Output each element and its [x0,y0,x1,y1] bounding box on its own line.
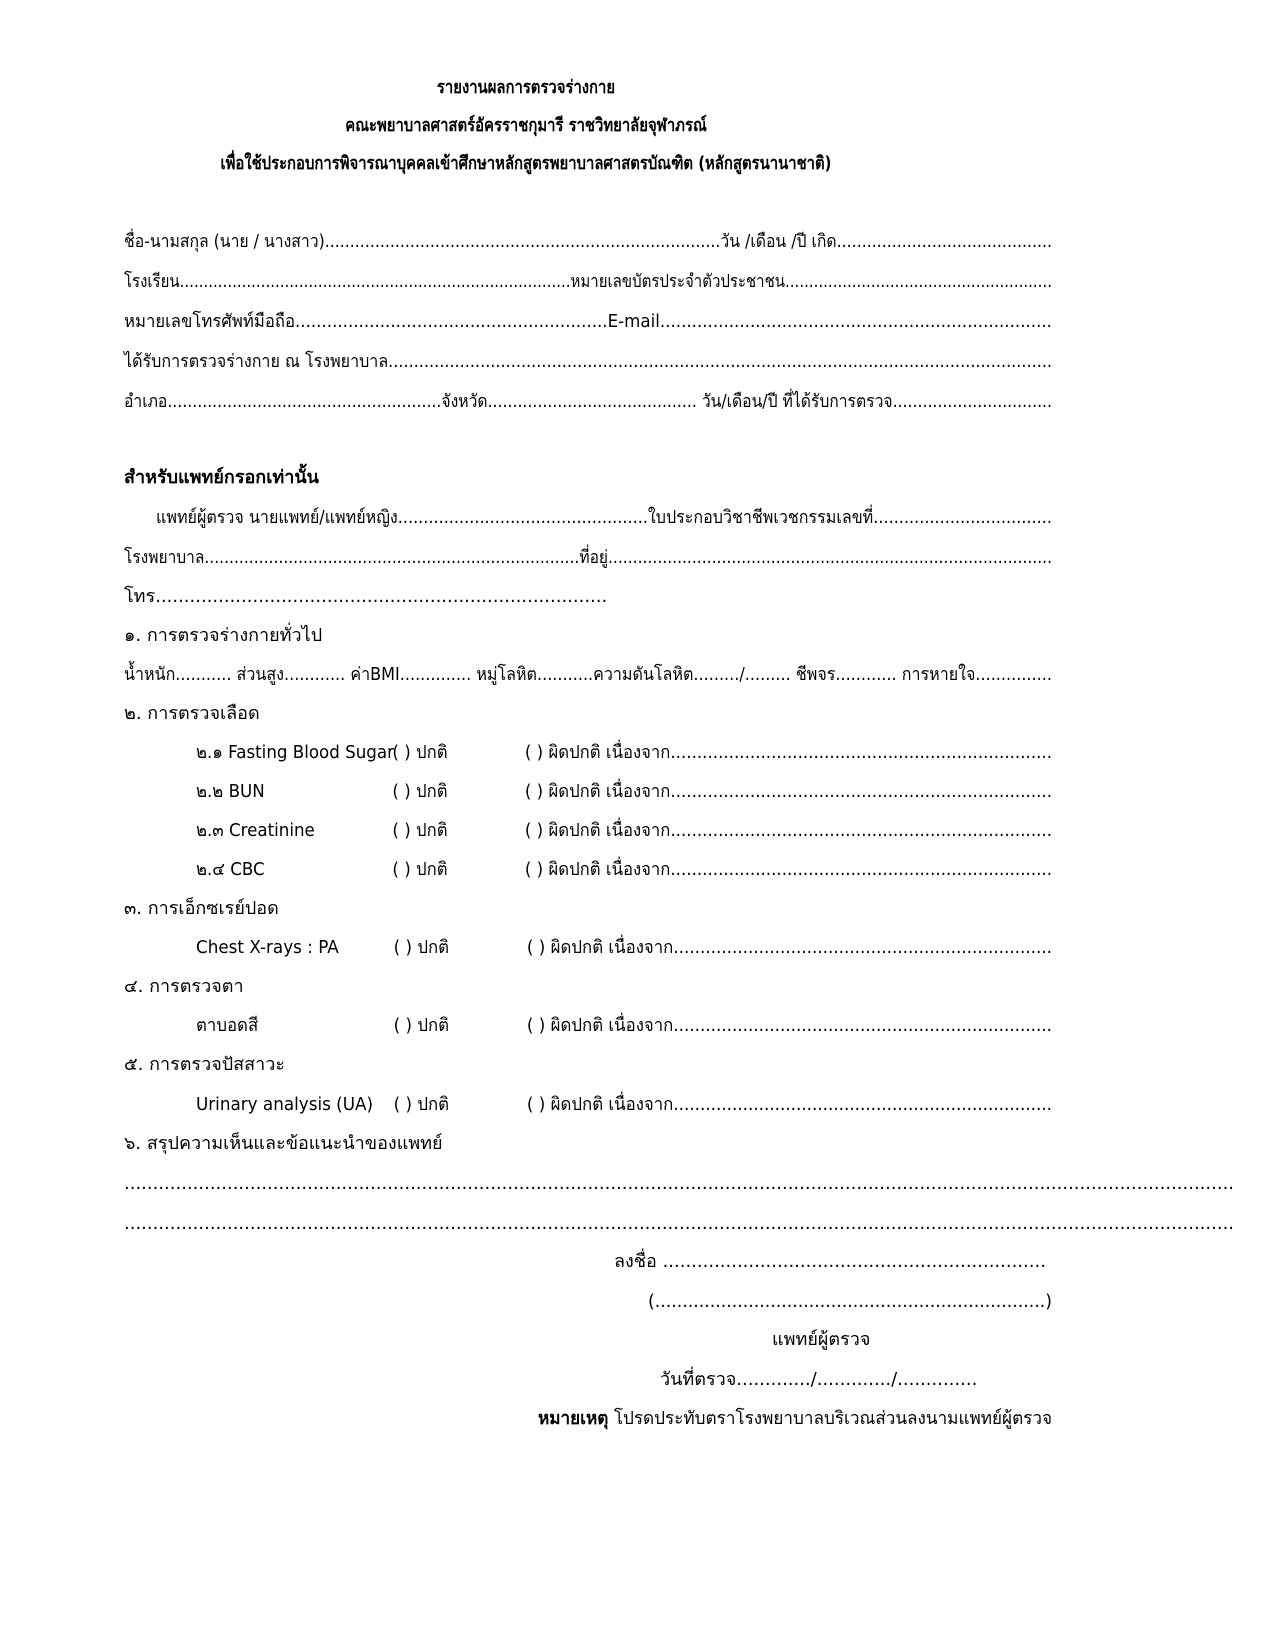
vitals-field[interactable]: น้ำหนัก........... ส่วนสูง............ ค่าBMI.............. หมู่โลหิต...........ความดันโลหิต........./......... ชีพจร............ การหายใจ............... [124,664,1052,685]
abnormal-checkbox[interactable]: ( ) ผิดปกติ เนื่องจาก........................................................................ [524,820,1053,841]
exam-row-cbc [196,858,1052,882]
exam-row-color-blindness [196,1014,1052,1038]
normal-checkbox[interactable]: ( ) ปกติ [393,1015,450,1036]
exam-label: ๒.๑ Fasting Blood Sugar [196,742,394,763]
urine-exam-heading: ๕. การตรวจปัสสาวะ [124,1054,286,1075]
xray-exam-heading: ๓. การเอ็กซเรย์ปอด [124,898,279,919]
signature-line[interactable]: ลงชื่อ ................................................................... [614,1251,1046,1272]
note [538,1407,1052,1431]
doctor-tel-field[interactable]: โทร............................................................................... [124,586,608,607]
form-title-line1: รายงานผลการตรวจร่างกาย [436,77,616,98]
exam-row-creatinine [196,819,1052,843]
doctor-section-heading: สำหรับแพทย์กรอกเท่านั้น [124,467,319,488]
exam-label: ๒.๒ BUN [196,781,265,802]
exam-row-bun [196,780,1052,804]
note-text: โปรดประทับตราโรงพยาบาลบริเวณส่วนลงนามแพทย์ผู้ตรวจ [608,1408,1052,1429]
exam-label: Chest X-rays : PA [196,937,339,958]
abnormal-checkbox[interactable]: ( ) ผิดปกติ เนื่องจาก....................................................................... [526,1094,1052,1115]
doctor-name-field[interactable]: แพทย์ผู้ตรวจ นายแพทย์/แพทย์หญิง.................................................ใบประกอบวิชาชีพเวชกรรมเลขที่................................... [156,507,1052,528]
general-exam-heading: ๑. การตรวจร่างกายทั่วไป [124,625,323,646]
eye-exam-heading: ๔. การตรวจตา [124,976,244,997]
exam-label: ๒.๓ Creatinine [196,820,315,841]
abnormal-checkbox[interactable]: ( ) ผิดปกติ เนื่องจาก........................................................................ [524,742,1053,763]
signature-role: แพทย์ผู้ตรวจ [772,1329,871,1350]
exam-row-fbs [196,741,1052,765]
abnormal-checkbox[interactable]: ( ) ผิดปกติ เนื่องจาก........................................................................ [524,781,1053,802]
abnormal-checkbox[interactable]: ( ) ผิดปกติ เนื่องจาก....................................................................... [526,937,1052,958]
applicant-district-field[interactable]: อำเภอ.......................................................จังหวัด.......................................... วัน/เดือน/ปี ที่ได้รับการตรวจ................................ [124,391,1053,412]
blood-exam-heading: ๒. การตรวจเลือด [124,703,260,724]
form-title-line3: เพื่อใช้ประกอบการพิจารณาบุคคลเข้าศึกษาหลักสูตรพยาบาลศาสตรบัณฑิต (หลักสูตรนานาชาติ) [220,153,832,174]
exam-label: ๒.๔ CBC [196,859,265,880]
applicant-phone-field[interactable]: หมายเลขโทรศัพท์มือถือ...........................................................E-mail.......................................................................... [124,311,1052,332]
exam-label: ตาบอดสี [196,1015,259,1036]
normal-checkbox[interactable]: ( ) ปกติ [392,859,448,880]
summary-line-2[interactable]: .................................................................................................................................................................................................. [124,1213,1235,1234]
abnormal-checkbox[interactable]: ( ) ผิดปกติ เนื่องจาก........................................................................ [524,859,1053,880]
normal-checkbox[interactable]: ( ) ปกติ [393,937,450,958]
normal-checkbox[interactable]: ( ) ปกติ [392,781,448,802]
exam-row-urinalysis [196,1093,1052,1117]
doctor-hospital-field[interactable]: โรงพยาบาล............................................................................ที่อยู่.......................................................................................... [124,547,1053,568]
applicant-name-field[interactable]: ชื่อ-นามสกุล (นาย / นางสาว)...............................................................................วัน /เดือน /ปี เกิด........................................... [124,231,1053,252]
exam-label: Urinary analysis (UA) [196,1094,374,1115]
signature-name-field[interactable]: (.......................................................................) [648,1291,1052,1312]
summary-heading: ๖. สรุปความเห็นและข้อแนะนำของแพทย์ [124,1133,443,1154]
normal-checkbox[interactable]: ( ) ปกติ [393,1094,450,1115]
abnormal-checkbox[interactable]: ( ) ผิดปกติ เนื่องจาก....................................................................... [526,1015,1052,1036]
exam-row-chest-xray [196,936,1052,960]
form-title-line2: คณะพยาบาลศาสตร์อัครราชกุมารี ราชวิทยาลัยจุฬาภรณ์ [345,115,707,136]
summary-line-1[interactable]: .................................................................................................................................................................................................. [124,1173,1235,1194]
note-label: หมายเหตุ [538,1408,609,1429]
applicant-hospital-field[interactable]: ได้รับการตรวจร่างกาย ณ โรงพยาบาล.................................................................................................................................. [124,351,1053,372]
normal-checkbox[interactable]: ( ) ปกติ [392,742,448,763]
applicant-school-field[interactable]: โรงเรียน..................................................................................หมายเลขบัตรประจำตัวประชาชน........................................................ [124,271,1052,292]
normal-checkbox[interactable]: ( ) ปกติ [392,820,448,841]
exam-date-field[interactable]: วันที่ตรวจ............./............./.............. [660,1369,978,1390]
